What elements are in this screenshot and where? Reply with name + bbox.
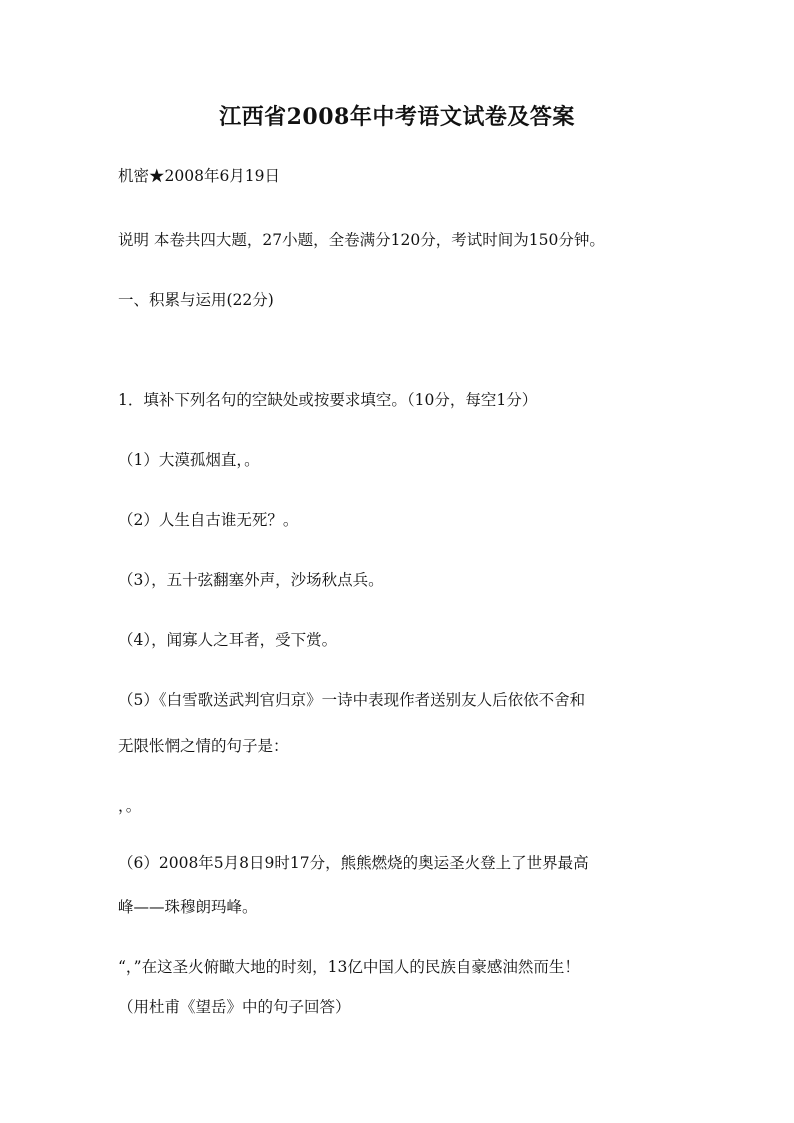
question-1-item-6-line-1: （6）2008年5月8日9时17分，熊熊燃烧的奥运圣火登上了世界最高 — [118, 854, 589, 872]
question-1-item-5-line-2: 无限怅惘之情的句子是： — [118, 737, 289, 755]
section-heading: 一、积累与运用(22分) — [118, 291, 274, 309]
question-1-item-4: （4），闻寡人之耳者，受下赏。 — [118, 631, 338, 649]
document-title: 江西省2008年中考语文试卷及答案 — [219, 104, 575, 130]
question-1-item-6-line-4: （用杜甫《望岳》中的句子回答） — [118, 998, 351, 1016]
question-1-item-6-line-3: “，”在这圣火俯瞰大地的时刻，13亿中国人的民族自豪感油然而生！ — [118, 958, 580, 976]
question-1-item-3: （3），五十弦翻塞外声，沙场秋点兵。 — [118, 571, 384, 589]
question-1-item-5-blank: ，。 — [118, 797, 142, 815]
question-1-item-1: （1）大漠孤烟直，。 — [118, 451, 260, 469]
instructions-text: 说明 本卷共四大题，27小题，全卷满分120分，考试时间为150分钟。 — [118, 231, 605, 249]
date-line: 机密★2008年6月19日 — [118, 167, 281, 185]
question-1-item-5-line-1: （5）《白雪歌送武判官归京》一诗中表现作者送别友人后依依不舍和 — [118, 691, 586, 709]
question-1-prompt: 1．填补下列名句的空缺处或按要求填空。（10分，每空1分） — [118, 391, 538, 409]
question-1-item-2: （2）人生自古谁无死？。 — [118, 511, 299, 529]
question-1-item-6-line-2: 峰——珠穆朗玛峰。 — [118, 898, 258, 916]
